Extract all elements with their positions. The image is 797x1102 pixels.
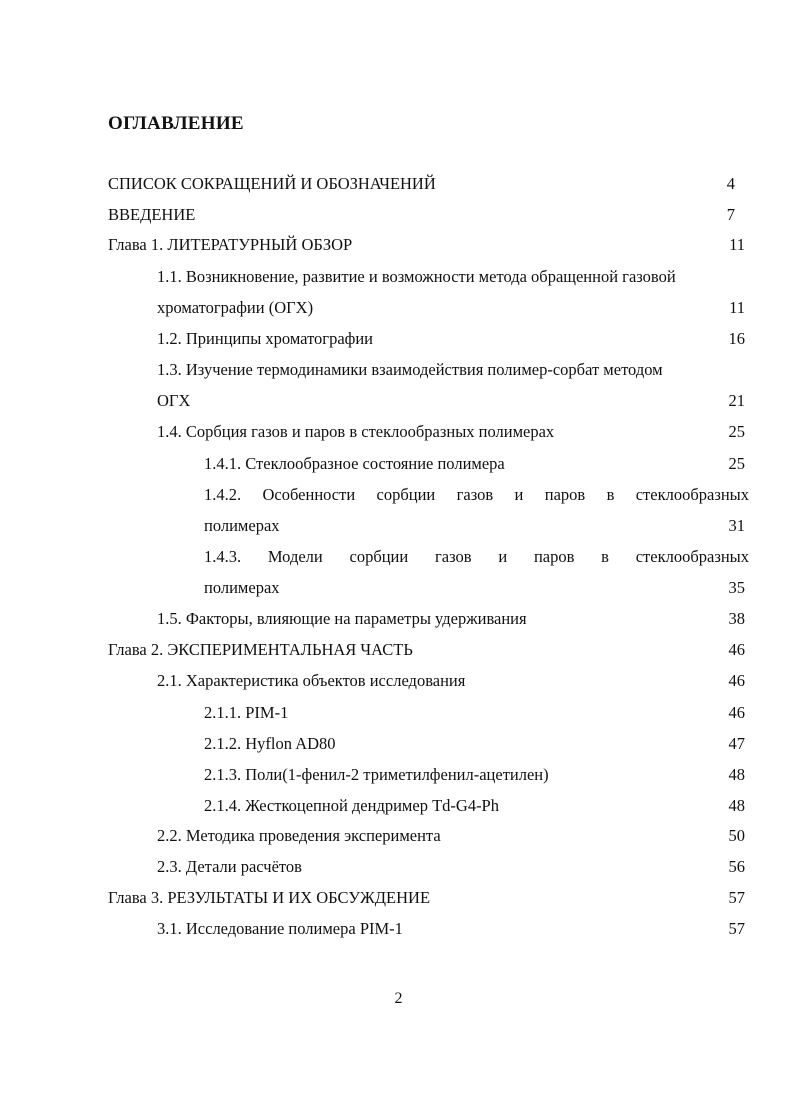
toc-entry-text: полимерах xyxy=(204,516,280,535)
toc-entry xyxy=(108,203,735,227)
toc-entry-text: Глава 1. ЛИТЕРАТУРНЫЙ ОБЗОР xyxy=(108,235,353,254)
toc-entry-text: 1.2. Принципы хроматографии xyxy=(157,329,373,348)
toc-entry-page: 25 xyxy=(728,422,745,441)
toc-entry xyxy=(204,701,745,725)
toc-entry xyxy=(204,483,749,507)
toc-entry-page: 38 xyxy=(728,609,745,628)
toc-entry-text: 1.5. Факторы, влияющие на параметры удерживания xyxy=(157,609,527,628)
toc-entry-text: Глава 3. РЕЗУЛЬТАТЫ И ИХ ОБСУЖДЕНИЕ xyxy=(108,888,431,907)
toc-entry-page: 4 xyxy=(726,174,735,193)
toc-entry-text: 2.3. Детали расчётов xyxy=(157,857,302,876)
toc-entry-page: 21 xyxy=(728,391,745,410)
toc-entry-page: 46 xyxy=(728,671,745,690)
toc-entry-text: СПИСОК СОКРАЩЕНИЙ И ОБОЗНАЧЕНИЙ xyxy=(108,174,436,193)
toc-entry-page: 25 xyxy=(728,454,745,473)
toc-entry xyxy=(157,607,745,631)
toc-entry-page: 57 xyxy=(728,919,745,938)
toc-entry xyxy=(108,233,745,257)
toc-entry xyxy=(204,514,745,538)
toc-entry xyxy=(204,794,745,818)
toc-entry xyxy=(157,824,745,848)
toc-entry-text: Глава 2. ЭКСПЕРИМЕНТАЛЬНАЯ ЧАСТЬ xyxy=(108,640,413,659)
toc-entry xyxy=(157,296,745,320)
toc-entry-page: 48 xyxy=(728,796,745,815)
toc-entry xyxy=(204,576,745,600)
toc-entry-page: 50 xyxy=(728,826,745,845)
toc-entry-text: 2.2. Методика проведения эксперимента xyxy=(157,826,441,845)
toc-entry-text: 2.1.2. Hyflon AD80 xyxy=(204,734,336,753)
toc-entry-page: 46 xyxy=(728,640,745,659)
toc-entry-text: 2.1.4. Жесткоцепной дендример Td-G4-Ph xyxy=(204,796,499,815)
toc-entry-text: 1.1. Возникновение, развитие и возможности метода обращенной газовой xyxy=(157,267,676,286)
toc-entry-text: 1.3. Изучение термодинамики взаимодействия полимер-сорбат методом xyxy=(157,360,663,379)
toc-entry xyxy=(157,420,745,444)
toc-entry xyxy=(157,389,745,413)
toc-entry xyxy=(108,638,745,662)
toc-entry-page: 48 xyxy=(728,765,745,784)
toc-entry-page: 47 xyxy=(728,734,745,753)
toc-entry-page: 56 xyxy=(728,857,745,876)
toc-entry xyxy=(204,452,745,476)
toc-entry xyxy=(157,358,745,382)
toc-entry xyxy=(108,172,735,196)
toc-entry-page: 11 xyxy=(729,298,745,317)
toc-entry-text: ВВЕДЕНИЕ xyxy=(108,205,196,224)
toc-entry-page: 46 xyxy=(728,703,745,722)
toc-entry xyxy=(157,855,745,879)
toc-entry xyxy=(157,265,745,289)
toc-entry-page: 7 xyxy=(726,205,735,224)
toc-entry-text: 1.4. Сорбция газов и паров в стеклообразных полимерах xyxy=(157,422,555,441)
toc-entry-page: 11 xyxy=(729,235,745,254)
toc-entry xyxy=(157,327,745,351)
toc-entry-text: 1.4.1. Стеклообразное состояние полимера xyxy=(204,454,505,473)
toc-entry xyxy=(157,669,745,693)
toc-entry-text: 1.4.3. Модели сорбции газов и паров в стеклообразных xyxy=(204,547,749,566)
toc-entry-text: 1.4.2. Особенности сорбции газов и паров в стеклообразных xyxy=(204,485,749,504)
toc-entry-text: 3.1. Исследование полимера PIM-1 xyxy=(157,919,403,938)
toc-entry xyxy=(204,732,745,756)
toc-entry-page: 57 xyxy=(728,888,745,907)
toc-entry xyxy=(108,886,745,910)
toc-entry-text: 2.1.1. PIM-1 xyxy=(204,703,289,722)
toc-entry-text: 2.1. Характеристика объектов исследования xyxy=(157,671,466,690)
toc-entry-page: 16 xyxy=(728,329,745,348)
page-number: 2 xyxy=(394,990,403,1007)
toc-entry-text: 2.1.3. Поли(1-фенил-2 триметилфенил-ацетилен) xyxy=(204,765,549,784)
toc-heading: ОГЛАВЛЕНИЕ xyxy=(108,113,244,134)
toc-entry-page: 35 xyxy=(728,578,745,597)
toc-entry xyxy=(204,763,745,787)
toc-entry-text: полимерах xyxy=(204,578,280,597)
toc-entry-text: ОГХ xyxy=(157,391,191,410)
toc-entry xyxy=(157,917,745,941)
toc-entry-page: 31 xyxy=(728,516,745,535)
toc-entry-text: хроматографии (ОГХ) xyxy=(157,298,314,317)
toc-entry xyxy=(204,545,749,569)
